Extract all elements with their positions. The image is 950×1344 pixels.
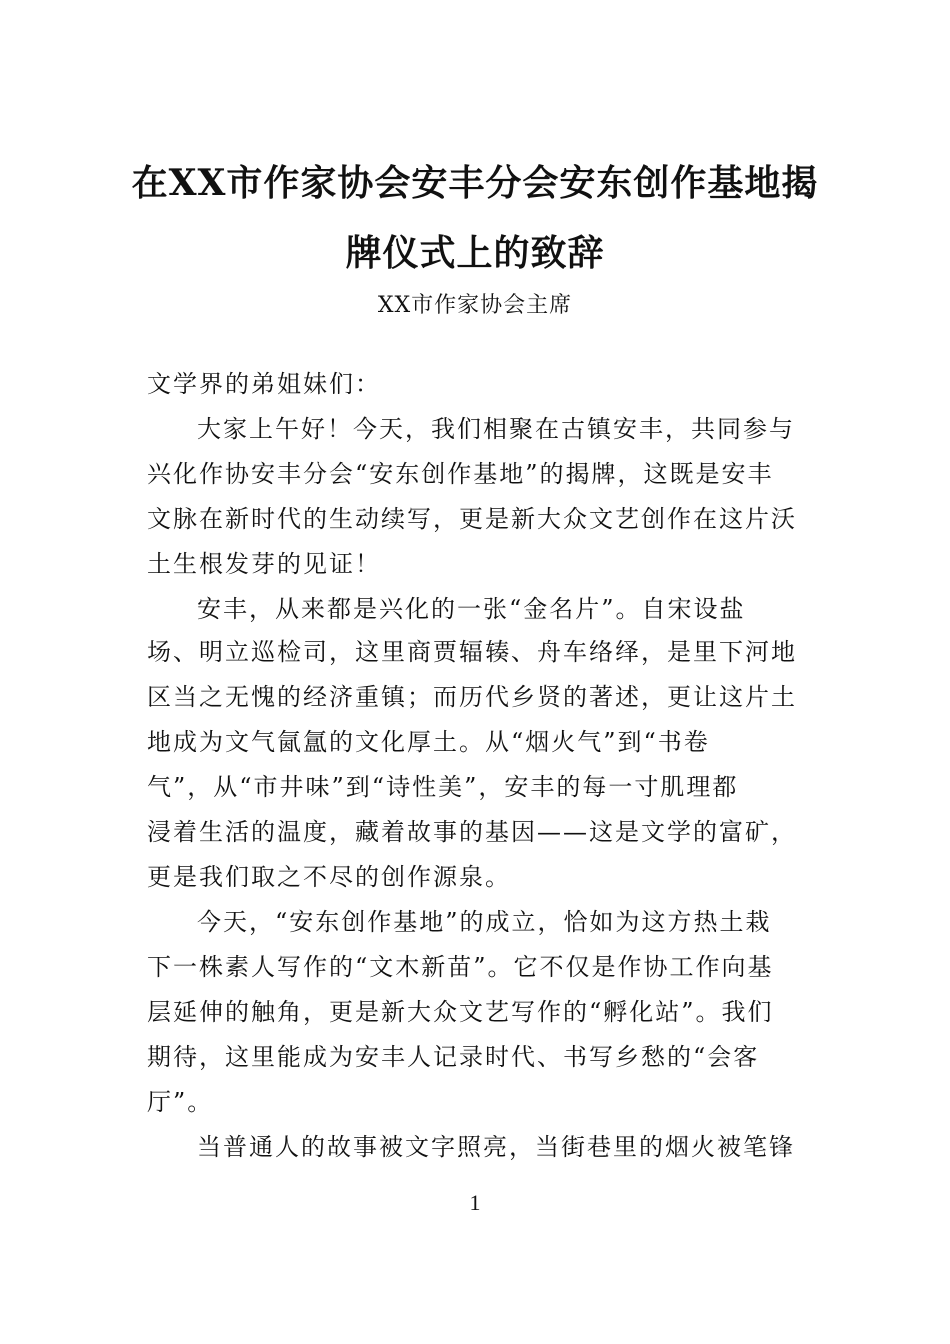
body-line: 文脉在新时代的生动续写，更是新大众文艺创作在这片沃 — [147, 505, 797, 533]
body-line: 层延伸的触角，更是新大众文艺写作的“孵化站”。我们 — [147, 998, 774, 1026]
document-title-line-1: 在XX市作家协会安丰分会安东创作基地揭 — [131, 162, 819, 204]
body-line: 区当之无愧的经济重镇；而历代乡贤的著述，更让这片土 — [147, 683, 797, 711]
salutation: 文学界的弟姐妹们： — [147, 370, 381, 398]
body-line: 今天，“安东创作基地”的成立，恰如为这方热土栽 — [197, 908, 772, 936]
body-line: 兴化作协安丰分会“安东创作基地”的揭牌，这既是安丰 — [147, 460, 774, 488]
body-line: 下一株素人写作的“文木新苗”。它不仅是作协工作向基 — [147, 953, 774, 981]
body-line: 安丰，从来都是兴化的一张“金名片”。自宋设盐 — [197, 595, 746, 623]
body-line: 厅”。 — [147, 1088, 214, 1116]
body-line: 当普通人的故事被文字照亮，当街巷里的烟火被笔锋 — [197, 1133, 795, 1161]
body-line: 气”，从“市井味”到“诗性美”，安丰的每一寸肌理都 — [147, 773, 739, 801]
body-line: 大家上午好！今天，我们相聚在古镇安丰，共同参与 — [197, 415, 795, 443]
body-line: 地成为文气氤氲的文化厚土。从“烟火气”到“书卷 — [147, 728, 710, 756]
document-title-line-2: 牌仪式上的致辞 — [345, 232, 605, 274]
body-line: 期待，这里能成为安丰人记录时代、书写乡愁的“会客 — [147, 1043, 760, 1071]
body-line: 土生根发芽的见证！ — [147, 550, 381, 578]
body-line: 场、明立巡检司，这里商贾辐辏、舟车络绎，是里下河地 — [147, 638, 797, 666]
document-author: XX市作家协会主席 — [377, 293, 573, 318]
page-number: 1 — [469, 1190, 481, 1215]
body-line: 浸着生活的温度，藏着故事的基因——这是文学的富矿， — [147, 818, 797, 846]
body-line: 更是我们取之不尽的创作源泉。 — [147, 863, 511, 891]
